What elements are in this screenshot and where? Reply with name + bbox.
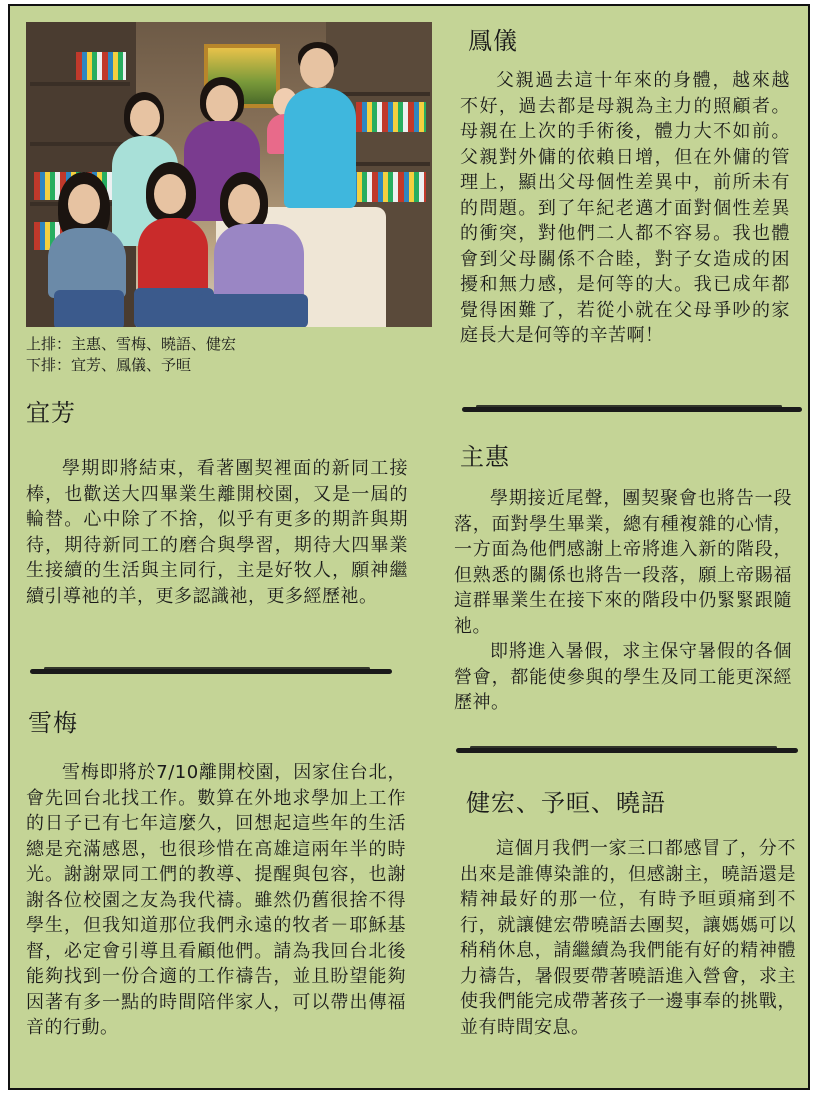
paragraph: 父親過去這十年來的身體，越來越不好，過去都是母親為主力的照顧者。母親在上次的手術後，體力大不如前。父親對外傭的依賴日增，但在外傭的管理上，顯出父母個性差異中，前所未有的問題。到了年紀老邁才面對個性差異的衝突，對他們二人都不容易。我也體會到父母關係不合睦，對子女造成的困擾和無力感，是何等的大。我已成年都覺得困難了，若從小就在父母爭吵的家庭長大是何等的辛苦啊！ bbox=[460, 70, 790, 346]
paragraph: 即將進入暑假，求主保守暑假的各個營會，都能使參與的學生及同工能更深經歷神。 bbox=[454, 641, 792, 713]
caption-bottom-row: 下排：宜芳、鳳儀、予晅 bbox=[26, 356, 192, 374]
section-title-fengyi: 鳳儀 bbox=[468, 27, 518, 55]
paragraph: 學期接近尾聲，團契聚會也將告一段落，面對學生畢業，總有種複雜的心情，一方面為他們感謝上帝將進入新的階段，但熟悉的關係也將告一段落，願上帝賜福這群畢業生在接下來的階段中仍緊緊跟隨祂。 bbox=[454, 488, 792, 637]
section-body-fengyi bbox=[460, 68, 790, 349]
paragraph: 這個月我們一家三口都感冒了，分不出來是誰傳染誰的，但感謝主，曉語還是精神最好的那一位，有時予晅頭痛到不行，就讓健宏帶曉語去團契，讓媽媽可以稍稍休息，請繼續為我們能有好的精神體力禱告，暑假要帶著曉語進入營會，求主使我們能完成帶著孩子一邊事奉的挑戰，並有時間安息。 bbox=[460, 838, 796, 1038]
section-title-yifang: 宜芳 bbox=[26, 399, 76, 427]
section-body-yifang bbox=[26, 456, 408, 609]
paragraph: 學期即將結束，看著團契裡面的新同工接棒，也歡送大四畢業生離開校園，又是一屆的輪替。心中除了不捨，似乎有更多的期許與期待，期待新同工的磨合與學習，期待大四畢業生接續的生活與主同行，主是好牧人，願神繼續引導祂的羊，更多認識祂，更多經歷祂。 bbox=[26, 458, 408, 607]
caption-top-row: 上排：主惠、雪梅、曉語、健宏 bbox=[26, 335, 237, 353]
divider-brush-stroke bbox=[30, 669, 392, 674]
newsletter-page bbox=[8, 4, 810, 1090]
section-body-xuemei bbox=[26, 760, 406, 1041]
group-photo bbox=[26, 22, 432, 327]
section-title-family: 健宏、予晅、曉語 bbox=[466, 789, 666, 817]
section-title-zhuhui: 主惠 bbox=[460, 443, 510, 471]
divider-brush-stroke bbox=[462, 407, 802, 412]
paragraph: 雪梅即將於7/10離開校園，因家住台北，會先回台北找工作。數算在外地求學加上工作的日子已有七年這麼久，回想起這些年的生活總是充滿感恩，也很珍惜在高雄這兩年半的時光。謝謝眾同工們的教導、提醒與包容，也謝謝各位校園之友為我代禱。雖然仍舊很捨不得學生，但我知道那位我們永遠的牧者－耶穌基督，必定會引導且看顧他們。請為我回台北後能夠找到一份合適的工作禱告，並且盼望能夠因著有多一點的時間陪伴家人，可以帶出傳福音的行動。 bbox=[26, 762, 406, 1038]
section-title-xuemei: 雪梅 bbox=[28, 709, 78, 737]
section-body-family bbox=[460, 836, 796, 1040]
section-body-zhuhui bbox=[454, 486, 792, 716]
photo-caption bbox=[26, 334, 346, 376]
divider-brush-stroke bbox=[456, 748, 798, 753]
